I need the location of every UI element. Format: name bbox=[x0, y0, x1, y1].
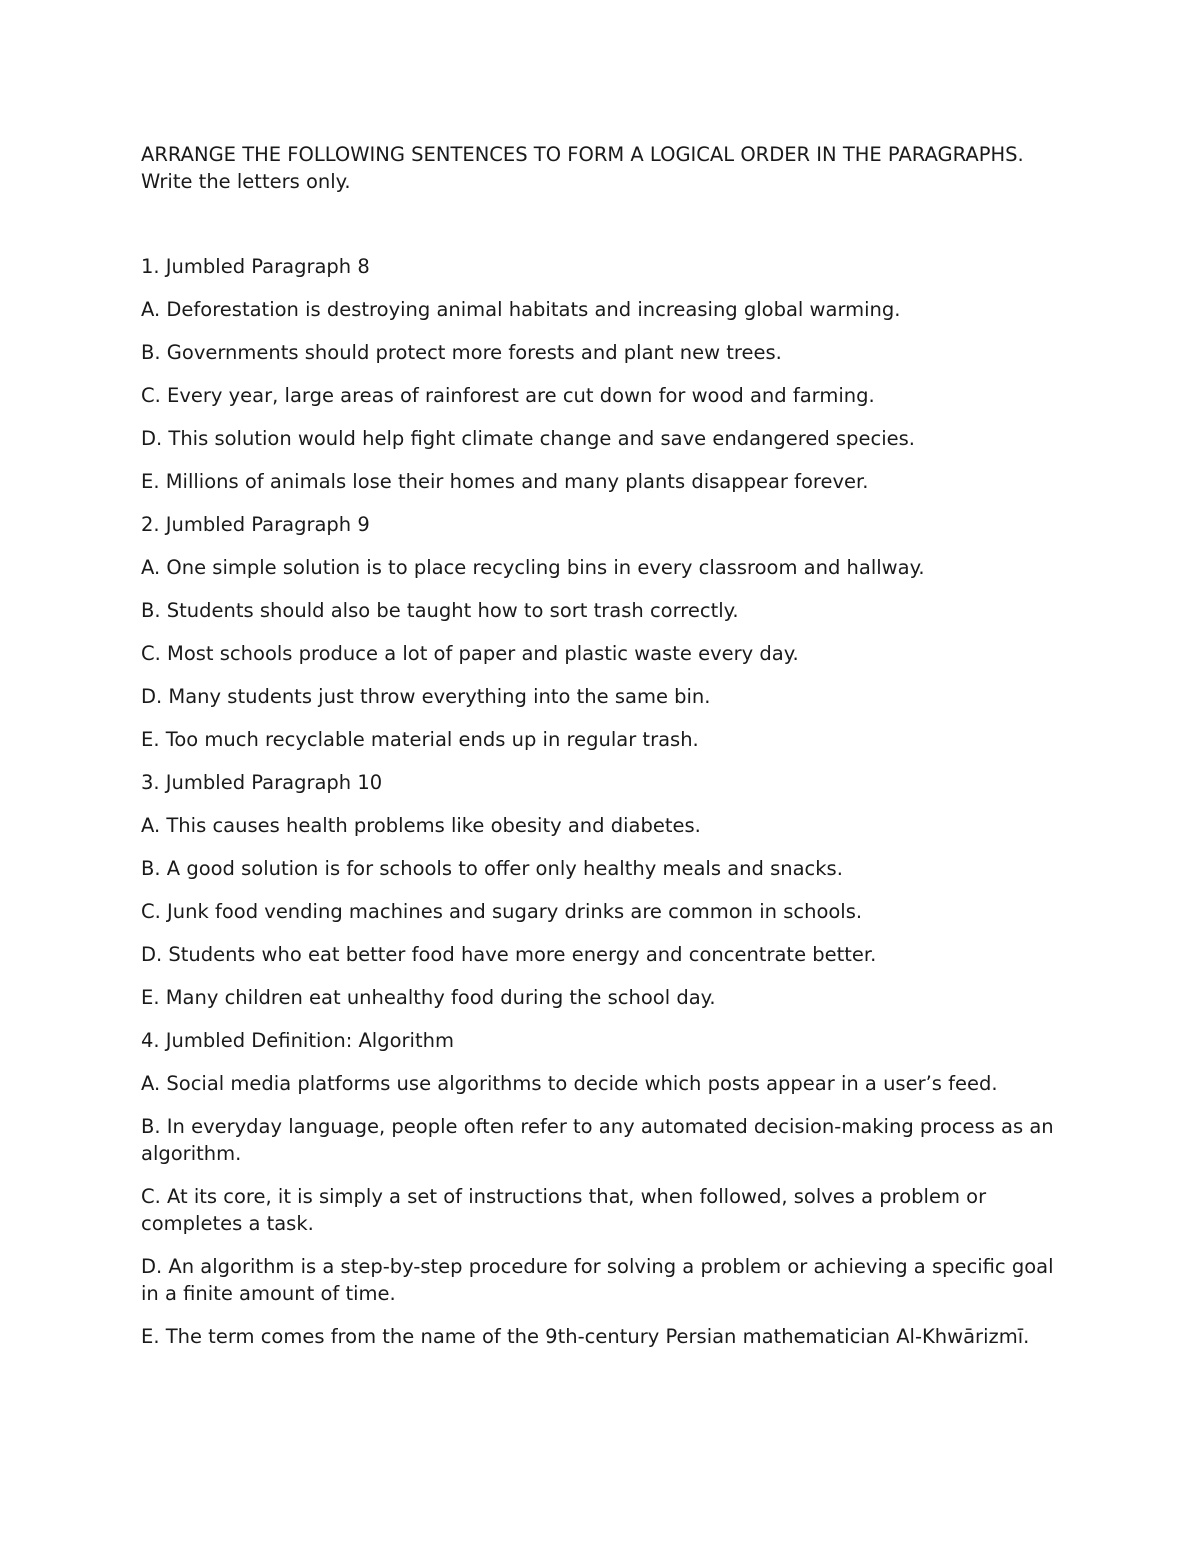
section-3 bbox=[141, 769, 1061, 1011]
sentence-a: A. This causes health problems like obesity and diabetes. bbox=[141, 814, 701, 837]
instructions bbox=[141, 141, 1061, 195]
section-title: 2. Jumbled Paragraph 9 bbox=[141, 513, 370, 536]
sentence-e: E. The term comes from the name of the 9th-century Persian mathematician Al-Khwārizmī. bbox=[141, 1325, 1030, 1348]
sentence-b: B. Governments should protect more forests and plant new trees. bbox=[141, 341, 782, 364]
sentence-a: A. Social media platforms use algorithms to decide which posts appear in a user’s feed. bbox=[141, 1072, 998, 1095]
sentence-b: B. A good solution is for schools to offer only healthy meals and snacks. bbox=[141, 857, 843, 880]
sentence-e: E. Millions of animals lose their homes and many plants disappear forever. bbox=[141, 470, 869, 493]
sentence-c: C. Most schools produce a lot of paper and plastic waste every day. bbox=[141, 642, 799, 665]
sentence-d: D. An algorithm is a step-by-step procedure for solving a problem or achieving a specific goal in a finite amount of time. bbox=[141, 1255, 1054, 1305]
sentence-c: C. Junk food vending machines and sugary drinks are common in schools. bbox=[141, 900, 863, 923]
section-title: 3. Jumbled Paragraph 10 bbox=[141, 771, 383, 794]
instructions-note: Write the letters only. bbox=[141, 170, 351, 193]
section-title: 1. Jumbled Paragraph 8 bbox=[141, 255, 370, 278]
sentence-a: A. One simple solution is to place recycling bins in every classroom and hallway. bbox=[141, 556, 925, 579]
sentence-d: D. This solution would help fight climate change and save endangered species. bbox=[141, 427, 915, 450]
sentence-a: A. Deforestation is destroying animal habitats and increasing global warming. bbox=[141, 298, 901, 321]
document-page bbox=[141, 141, 1061, 1366]
section-1 bbox=[141, 253, 1061, 495]
sentence-c: C. Every year, large areas of rainforest are cut down for wood and farming. bbox=[141, 384, 875, 407]
sentence-e: E. Too much recyclable material ends up in regular trash. bbox=[141, 728, 699, 751]
sentence-d: D. Many students just throw everything into the same bin. bbox=[141, 685, 711, 708]
sentence-b: B. Students should also be taught how to sort trash correctly. bbox=[141, 599, 739, 622]
sentence-e: E. Many children eat unhealthy food during the school day. bbox=[141, 986, 716, 1009]
sentence-c: C. At its core, it is simply a set of instructions that, when followed, solves a problem or completes a task. bbox=[141, 1185, 987, 1235]
section-title: 4. Jumbled Definition: Algorithm bbox=[141, 1029, 454, 1052]
sentence-b: B. In everyday language, people often refer to any automated decision-making process as an algorithm. bbox=[141, 1115, 1054, 1165]
section-4 bbox=[141, 1027, 1061, 1350]
sentence-d: D. Students who eat better food have more energy and concentrate better. bbox=[141, 943, 877, 966]
instructions-heading: ARRANGE THE FOLLOWING SENTENCES TO FORM A LOGICAL ORDER IN THE PARAGRAPHS. bbox=[141, 143, 1024, 166]
section-2 bbox=[141, 511, 1061, 753]
